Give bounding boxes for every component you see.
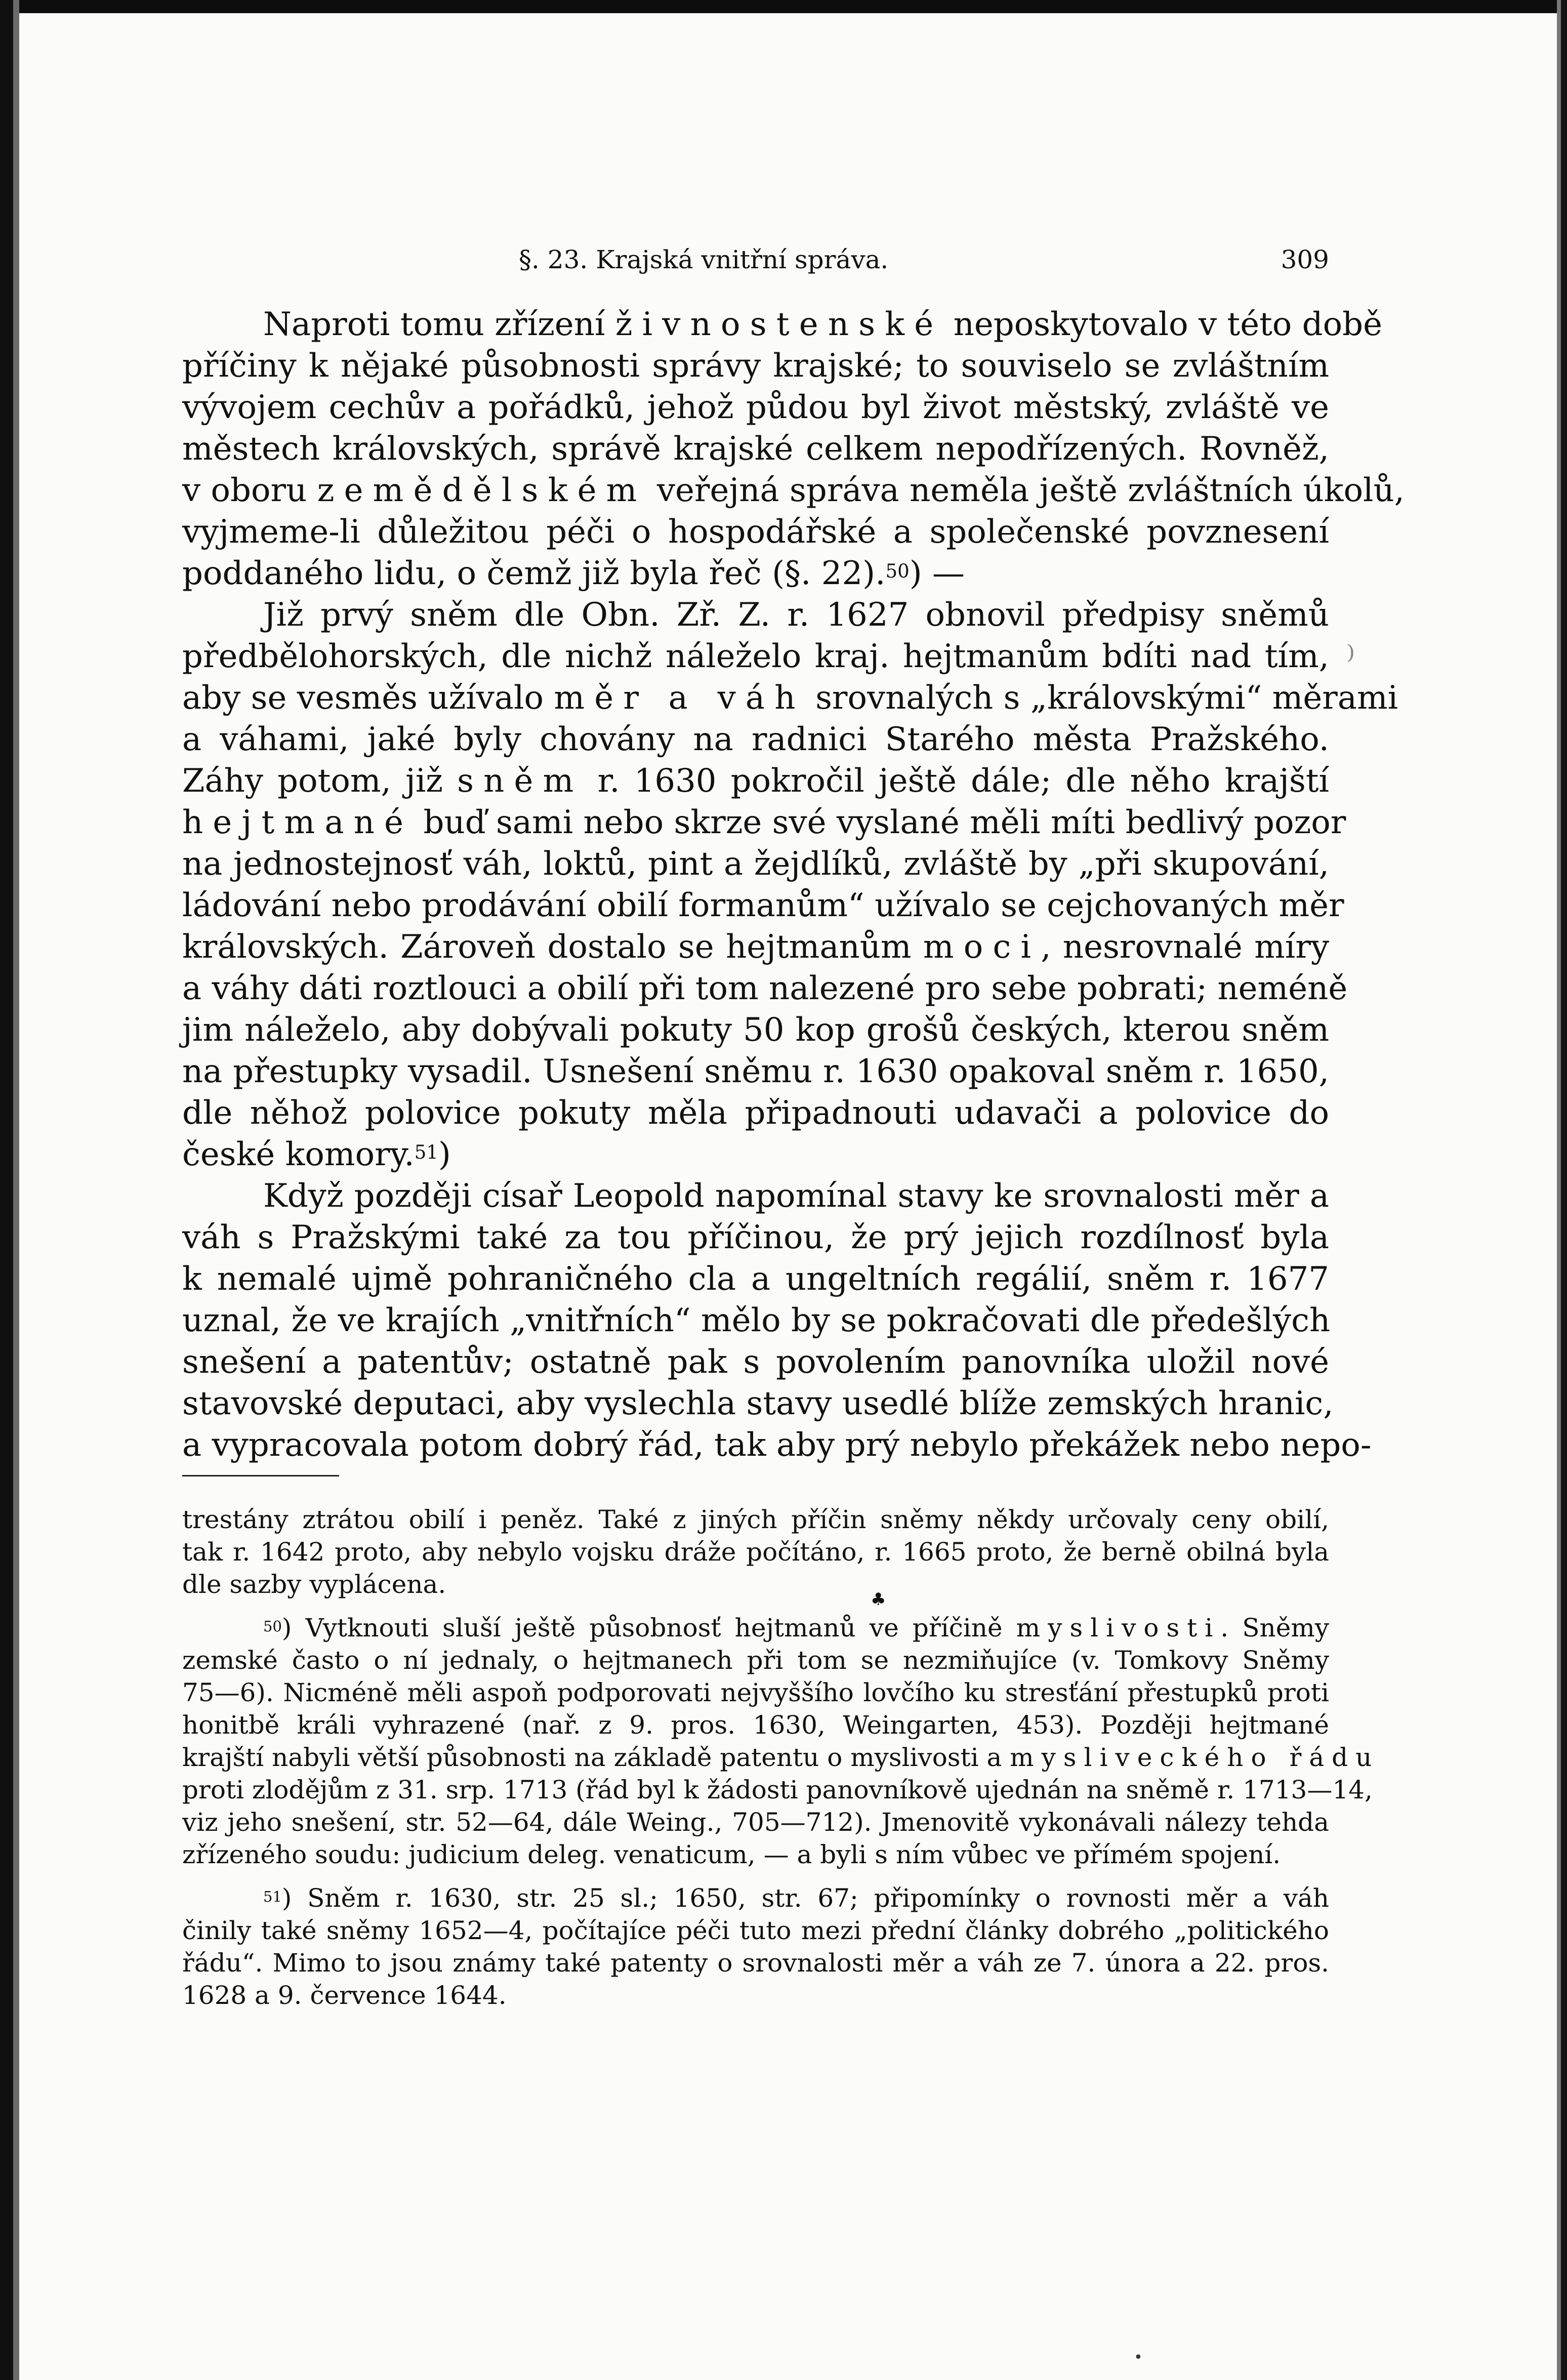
text-line: jim náleželo, aby dobývali pokuty 50 kop grošů českých, kterou sněm: [182, 1011, 1329, 1049]
scan-right-border: [1561, 0, 1567, 2380]
footnote-line: trestány ztrátou obilí i peněz. Také z jiných příčin sněmy někdy určovaly ceny obilí,: [182, 1505, 1329, 1534]
footnote-line: krajští nabyli větší působnosti na základě patentu o myslivosti a mysliveckého řádu: [182, 1743, 1380, 1772]
text-line: a vypracovala potom dobrý řád, tak aby prý nebylo překážek nebo nepo-: [182, 1426, 1372, 1464]
footnote-line: 75—6). Nicméně měli aspoň podporovati nejvyššího lovčího ku stresťání přestupků proti: [182, 1678, 1329, 1707]
section-title: §. 23. Krajská vnitřní správa.: [519, 245, 889, 274]
text-line: královských. Zároveň dostalo se hejtmanům moci, nesrovnalé míry: [182, 928, 1330, 966]
text-line: a váhami, jaké byly chovány na radnici Starého města Pražského.: [182, 721, 1329, 758]
footnote-continuation: [182, 1503, 1329, 1601]
footnote-line: honitbě králi vyhrazené (nař. z 9. pros. 1630, Weingarten, 453). Později hejtmané: [182, 1710, 1329, 1740]
text-line: Naproti tomu zřízení živnostenské neposkytovalo v této době: [263, 306, 1382, 343]
text-line: aby se vesměs užívalo měr a váh srovnalých s „královskými“ měrami: [182, 679, 1398, 717]
margin-mark-icon: ⁾: [1346, 638, 1355, 679]
text-line: vyjmeme-li důležitou péči o hospodářské a společenské povznesení: [182, 513, 1329, 551]
footnote-line: zemské často o ní jednaly, o hejtmanech při tom se nezmiňujíce (v. Tomkovy Sněmy: [182, 1646, 1329, 1675]
text-line: dle něhož polovice pokuty měla připadnouti udavači a polovice do: [182, 1094, 1329, 1132]
footnote-line: 1628 a 9. července 1644.: [182, 1981, 507, 2010]
text-line: Již prvý sněm dle Obn. Zř. Z. r. 1627 obnovil předpisy sněmů: [263, 596, 1329, 634]
text-line: uznal, že ve krajích „vnitřních“ mělo by se pokračovati dle předešlých: [182, 1302, 1331, 1339]
text-line: poddaného lidu, o čemž již byla řeč (§. 22).$^{50}$) —: [182, 555, 965, 592]
footnote-line: viz jeho snešení, str. 52—64, dále Weing., 705—712). Jmenovitě vykonávali nálezy tehda: [182, 1808, 1329, 1837]
text-line: stavovské deputaci, aby vyslechla stavy usedlé blíže zemských hranic,: [182, 1385, 1334, 1422]
footnote-line: $^{51}$) Sněm r. 1630, str. 25 sl.; 1650, str. 67; připomínky o rovnosti měr a váh: [263, 1883, 1329, 1913]
scan-top-border: [0, 0, 1567, 13]
text-line: na jednostejnosť váh, loktů, pint a žejdlíků, zvláště by „při skupování,: [182, 845, 1329, 883]
text-line: v oboru zemědělském veřejná správa neměla ještě zvláštních úkolů,: [182, 472, 1405, 509]
ink-blot-icon: ♣: [871, 1589, 886, 1610]
scan-right-shadow: [1557, 0, 1561, 2380]
text-line: městech královských, správě krajské celkem nepodřízených. Rovněž,: [182, 430, 1329, 468]
text-line: na přestupky vysadil. Usnešení sněmu r. 1630 opakoval sněm r. 1650,: [182, 1053, 1329, 1090]
text-line: Záhy potom, již sněm r. 1630 pokročil ještě dále; dle něho krajští: [182, 762, 1329, 800]
footnote-marker-50: 50: [263, 1617, 282, 1635]
running-header: [182, 237, 1329, 282]
text-line: vývojem cechův a pořádků, jehož půdou byl život městský, zvláště ve: [182, 389, 1329, 426]
text-line: váh s Pražskými také za tou příčinou, že prý jejich rozdílnosť byla: [182, 1219, 1329, 1256]
footnote-line: proti zlodějům z 31. srp. 1713 (řád byl k žádosti panovníkově ujednán na sněmě r. 1713—14,: [182, 1775, 1373, 1804]
footnote-51: [182, 1882, 1329, 2012]
main-text: [182, 304, 1405, 1466]
footnotes: [182, 1503, 1380, 2012]
text-line: snešení a patentův; ostatně pak s povolením panovníka uložil nové: [182, 1343, 1329, 1381]
footnote-ref-50: 50: [885, 560, 910, 583]
text-line: ládování nebo prodávání obilí formanům“ užívalo se cejchovaných měr: [182, 887, 1344, 924]
footnote-ref-51: 51: [414, 1141, 438, 1164]
text-line: k nemalé ujmě pohraničného cla a ungeltních regálií, sněm r. 1677: [182, 1260, 1329, 1298]
footnote-line: dle sazby vyplácena.: [182, 1570, 446, 1599]
footnote-line: zřízeného soudu: judicium deleg. venaticum, — a byli s ním vůbec ve přímém spojení.: [182, 1840, 1281, 1869]
text-line: předbělohorských, dle nichž náleželo kraj. hejtmanům bdíti nad tím,: [182, 638, 1329, 675]
footnote-line: $^{50}$) Vytknouti sluší ještě působnosť hejtmanů ve příčině myslivosti. Sněmy: [263, 1613, 1329, 1643]
footnote-line: činily také sněmy 1652—4, počítajíce péči tuto mezi přední články dobrého „politického: [182, 1916, 1329, 1945]
footnote-line: tak r. 1642 proto, aby nebylo vojsku dráže počítáno, r. 1665 proto, že berně obilná byla: [182, 1537, 1329, 1567]
footnote-50: [182, 1612, 1380, 1871]
footnote-marker-51: 51: [263, 1887, 282, 1905]
text-line: příčiny k nějaké působnosti správy krajské; to souviselo se zvláštním: [182, 347, 1329, 385]
ink-dot-icon: •: [1134, 2349, 1143, 2366]
page-number: 309: [1281, 245, 1329, 274]
text-line: a váhy dáti roztlouci a obilí při tom nalezené pro sebe pobrati; neméně: [182, 970, 1348, 1007]
text-line: české komory.$^{51}$): [182, 1136, 451, 1173]
scan-left-shadow: [13, 0, 19, 2380]
scan-left-border: [0, 0, 13, 2380]
footnote-separator: [182, 1475, 339, 1476]
text-line: Když později císař Leopold napomínal stavy ke srovnalosti měr a: [263, 1177, 1329, 1215]
footnote-line: řádu“. Mimo to jsou známy také patenty o srovnalosti měr a váh ze 7. února a 22. pros.: [182, 1948, 1329, 1978]
text-line: hejtmané buď sami nebo skrze své vyslané měli míti bedlivý pozor: [182, 804, 1346, 841]
